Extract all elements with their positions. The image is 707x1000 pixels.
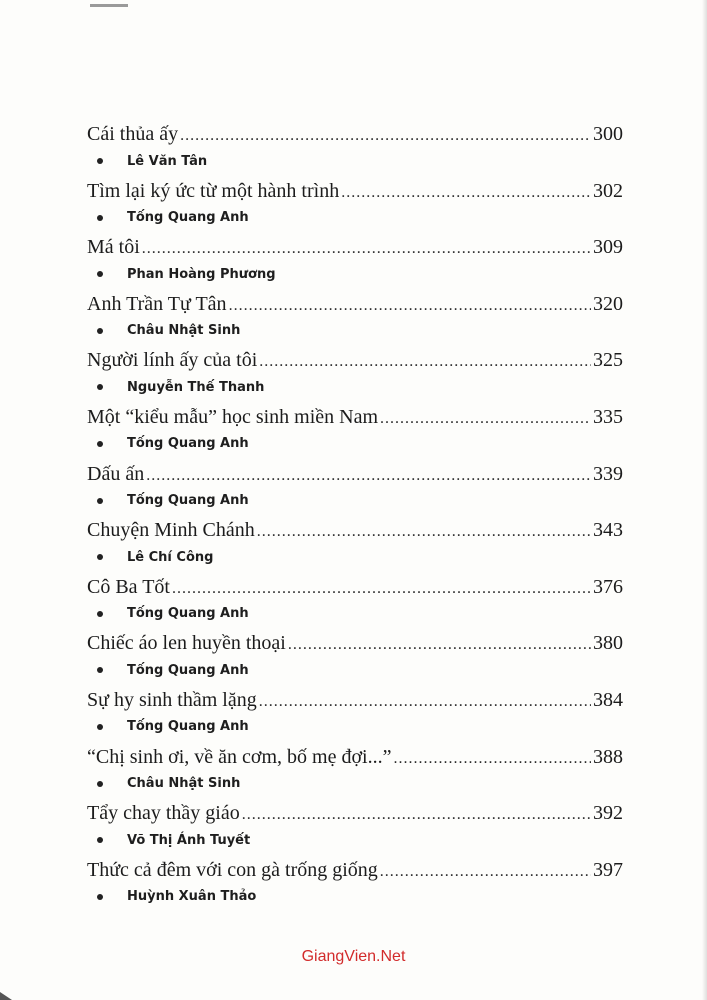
- toc-author-line: [87, 603, 623, 625]
- toc-title-line[interactable]: [87, 288, 623, 320]
- bullet-icon: [97, 328, 103, 334]
- toc-page-number: 380: [593, 632, 623, 655]
- toc-page-number: 343: [593, 519, 623, 542]
- toc-author-line: [87, 716, 623, 738]
- page-edge-shadow: [702, 0, 707, 1000]
- toc-page-number: 309: [593, 236, 623, 259]
- bullet-icon: [97, 611, 103, 617]
- toc-title: Cô Ba Tốt: [87, 575, 170, 598]
- toc-author: Huỳnh Xuân Thảo: [127, 889, 257, 905]
- bullet-icon: [97, 441, 103, 447]
- toc-title: Dấu ấn: [87, 462, 145, 485]
- dot-leader: [242, 799, 591, 831]
- bullet-icon: [97, 158, 103, 164]
- toc-author-line: [87, 376, 623, 398]
- toc-author: Tống Quang Anh: [127, 493, 249, 509]
- toc-page-number: 325: [593, 349, 623, 372]
- toc-page-number: 320: [593, 292, 623, 315]
- toc-author-line: [87, 546, 623, 568]
- table-of-contents: [87, 118, 623, 910]
- toc-author-line: [87, 150, 623, 172]
- toc-author: Châu Nhật Sinh: [127, 323, 241, 339]
- toc-title-line[interactable]: [87, 344, 623, 376]
- bullet-icon: [97, 271, 103, 277]
- dot-leader: [380, 856, 591, 888]
- bullet-icon: [97, 498, 103, 504]
- dot-leader: [142, 233, 591, 265]
- toc-title: Tẩy chay thầy giáo: [87, 802, 240, 825]
- dot-leader: [259, 346, 591, 378]
- toc-author: Võ Thị Ánh Tuyết: [127, 832, 251, 848]
- toc-title-line[interactable]: [87, 571, 623, 603]
- bullet-icon: [97, 781, 103, 787]
- toc-author: Tống Quang Anh: [127, 606, 249, 622]
- toc-author-line: [87, 490, 623, 512]
- toc-author-line: [87, 886, 623, 908]
- top-rule: [90, 4, 128, 7]
- toc-title: Chiếc áo len huyền thoại: [87, 632, 286, 655]
- toc-entry: [87, 514, 623, 571]
- toc-entry: [87, 627, 623, 684]
- bullet-icon: [97, 554, 103, 560]
- toc-title-line[interactable]: [87, 401, 623, 433]
- toc-page-number: 388: [593, 745, 623, 768]
- toc-entry: [87, 231, 623, 288]
- toc-author: Lê Chí Công: [127, 549, 214, 565]
- toc-title-line[interactable]: [87, 741, 623, 773]
- toc-title-line[interactable]: [87, 854, 623, 886]
- toc-title: Thức cả đêm với con gà trống giống: [87, 858, 378, 881]
- toc-author-line: [87, 320, 623, 342]
- toc-page-number: 397: [593, 858, 623, 881]
- toc-page-number: 376: [593, 575, 623, 598]
- toc-entry: [87, 344, 623, 401]
- toc-page-number: 339: [593, 462, 623, 485]
- toc-author: Tống Quang Anh: [127, 719, 249, 735]
- toc-title: Sự hy sinh thầm lặng: [87, 688, 257, 711]
- toc-author-line: [87, 207, 623, 229]
- toc-author: Tống Quang Anh: [127, 210, 249, 226]
- toc-page-number: 392: [593, 802, 623, 825]
- toc-page-number: 335: [593, 405, 623, 428]
- toc-title: Tìm lại ký ức từ một hành trình: [87, 179, 340, 202]
- toc-author-line: [87, 263, 623, 285]
- dot-leader: [172, 573, 591, 605]
- dot-leader: [257, 516, 591, 548]
- toc-author: Phan Hoàng Phương: [127, 266, 276, 282]
- toc-title: Người lính ấy của tôi: [87, 349, 258, 372]
- bullet-icon: [97, 215, 103, 221]
- toc-author-line: [87, 659, 623, 681]
- toc-entry: [87, 684, 623, 741]
- toc-author: Nguyễn Thế Thanh: [127, 379, 265, 395]
- toc-entry: [87, 118, 623, 175]
- dot-leader: [229, 290, 591, 322]
- toc-title: Chuyện Minh Chánh: [87, 519, 255, 542]
- toc-title-line[interactable]: [87, 627, 623, 659]
- toc-page-number: 384: [593, 688, 623, 711]
- toc-title: Cái thủa ấy: [87, 123, 179, 145]
- dot-leader: [146, 460, 591, 492]
- toc-author: Châu Nhật Sinh: [127, 776, 241, 792]
- dot-leader: [341, 177, 591, 209]
- bullet-icon: [97, 837, 103, 843]
- toc-author: Tống Quang Anh: [127, 436, 249, 452]
- dot-leader: [180, 120, 591, 152]
- toc-entry: [87, 854, 623, 911]
- watermark-link[interactable]: GiangVien.Net: [301, 948, 406, 965]
- dot-leader: [393, 743, 591, 775]
- toc-title: Má tôi: [87, 236, 140, 259]
- toc-author: Lê Văn Tân: [127, 153, 208, 169]
- dot-leader: [380, 403, 591, 435]
- toc-title: “Chị sinh ơi, về ăn cơm, bố mẹ đợi...”: [87, 745, 392, 768]
- toc-title-line[interactable]: [87, 118, 623, 150]
- toc-title-line[interactable]: [87, 797, 623, 829]
- toc-title-line[interactable]: [87, 458, 623, 490]
- bullet-icon: [97, 894, 103, 900]
- toc-title: Anh Trần Tự Tân: [87, 292, 227, 315]
- toc-entry: [87, 401, 623, 458]
- toc-title-line[interactable]: [87, 231, 623, 263]
- toc-author-line: [87, 433, 623, 455]
- toc-page-number: 300: [593, 123, 623, 145]
- toc-entry: [87, 175, 623, 232]
- bullet-icon: [97, 724, 103, 730]
- bullet-icon: [97, 384, 103, 390]
- toc-entry: [87, 571, 623, 628]
- toc-author-line: [87, 829, 623, 851]
- bullet-icon: [97, 667, 103, 673]
- dot-leader: [288, 629, 591, 661]
- corner-mark: [0, 992, 12, 1000]
- toc-title-line[interactable]: [87, 684, 623, 716]
- toc-title-line[interactable]: [87, 514, 623, 546]
- toc-entry: [87, 741, 623, 798]
- dot-leader: [259, 686, 591, 718]
- toc-author: Tống Quang Anh: [127, 662, 249, 678]
- toc-title-line[interactable]: [87, 175, 623, 207]
- toc-entry: [87, 458, 623, 515]
- toc-title: Một “kiểu mẫu” học sinh miền Nam: [87, 405, 379, 428]
- toc-entry: [87, 288, 623, 345]
- toc-page-number: 302: [593, 179, 623, 202]
- toc-entry: [87, 797, 623, 854]
- toc-author-line: [87, 773, 623, 795]
